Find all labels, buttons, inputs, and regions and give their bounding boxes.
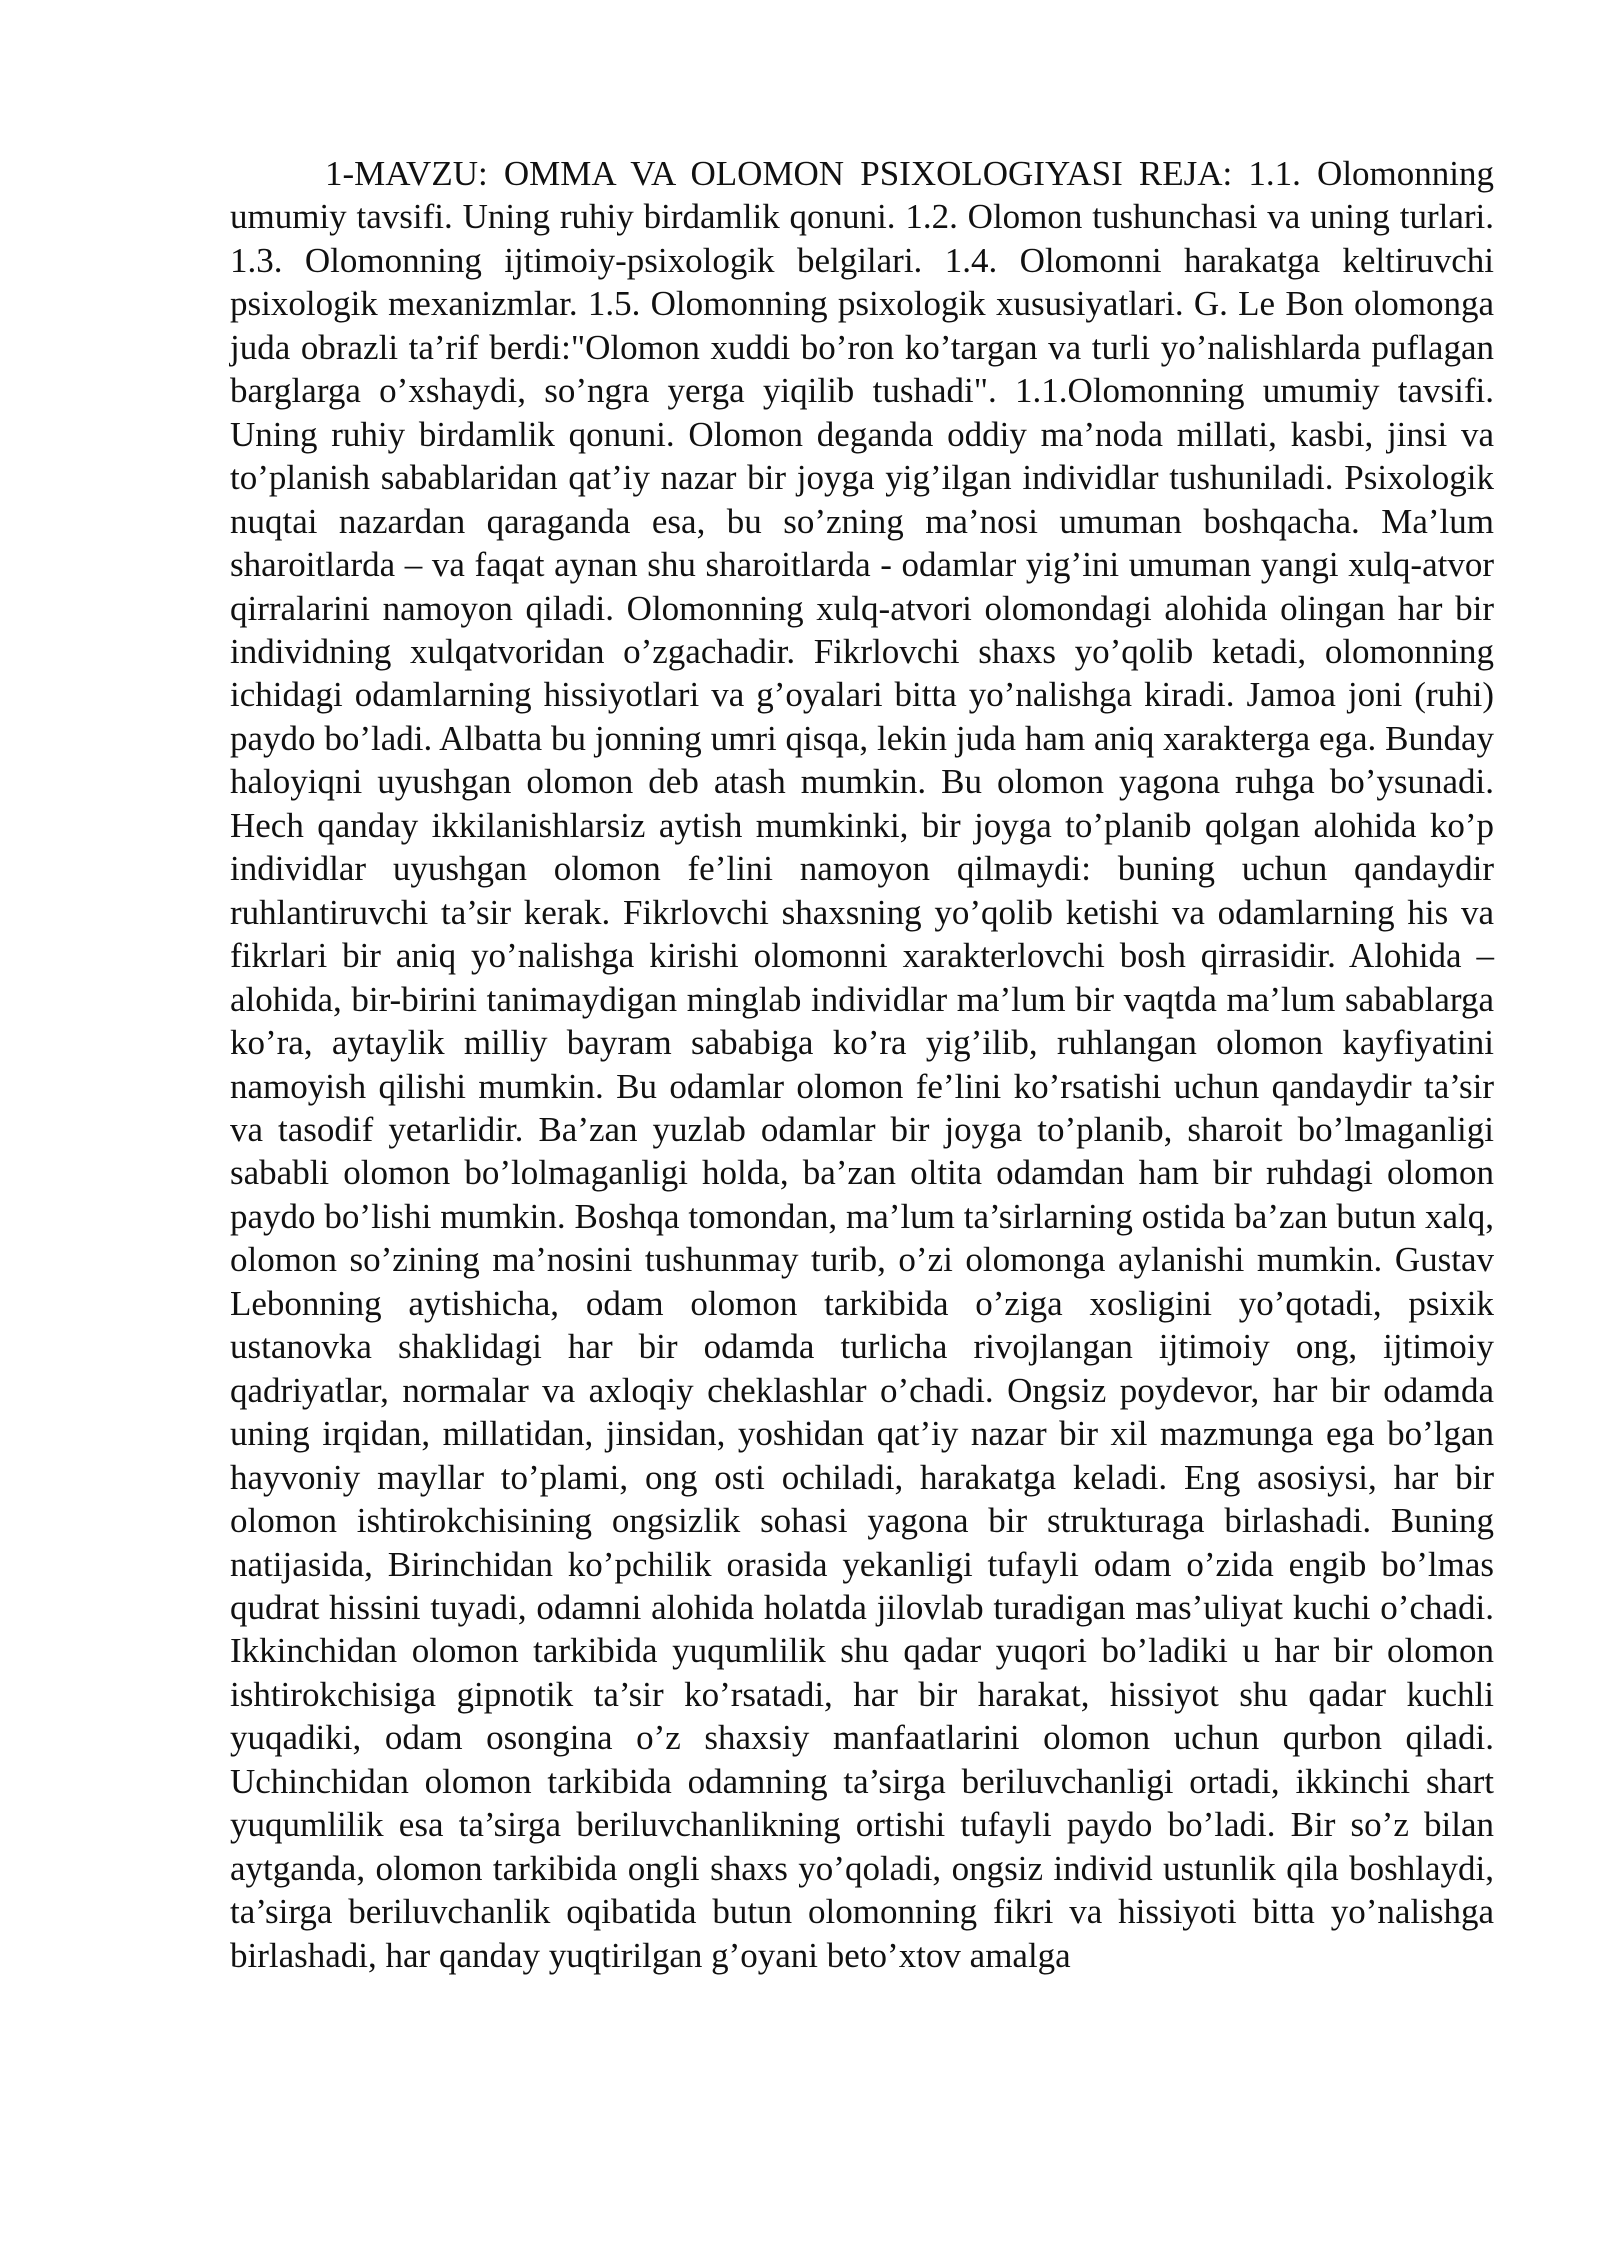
body-paragraph: 1-MAVZU: OMMA VA OLOMON PSIXOLOGIYASI REJA: 1.1. Olomonning umumiy tavsifi. Uning ruhiy birdamlik qonuni. 1.2. Olomon tushunchasi va uning turlari. 1.3. Olomonning ijtimoiy-psixologik belgilari. 1.4. Olomonni harakatga keltiruvchi psixologik mexanizmlar. 1.5. Olomonning psixologik xususiyatlari. G. Le Bon olomonga juda obrazli ta’rif berdi:"Olomon xuddi bo’ron ko’targan va turli yo’nalishlarda puflagan barglarga o’xshaydi, so’ngra yerga yiqilib tushadi". 1.1.Olomonning umumiy tavsifi. Uning ruhiy birdamlik qonuni. Olomon deganda oddiy ma’noda millati, kasbi, jinsi va to’planish sabablaridan qat’iy nazar bir joyga yig’ilgan individlar tushuniladi. Psixologik nuqtai nazardan qaraganda esa, bu so’zning ma’nosi umuman boshqacha. Ma’lum sharoitlarda – va faqat aynan shu sharoitlarda - odamlar yig’ini umuman yangi xulq-atvor qirralarini namoyon qiladi. Olomonning xulq-atvori olomondagi alohida olingan har bir individning xulqatvoridan o’zgachadir. Fikrlovchi shaxs yo’qolib ketadi, olomonning ichidagi odamlarning hissiyotlari va g’oyalari bitta yo’nalishga kiradi. Jamoa joni (ruhi) paydo bo’ladi. Albatta bu jonning umri qisqa, lekin juda ham aniq xarakterga ega. Bunday haloyiqni uyushgan olomon deb atash mumkin. Bu olomon yagona ruhga bo’ysunadi. Hech qanday ikkilanishlarsiz aytish mumkinki, bir joyga to’planib qolgan alohida ko’p individlar uyushgan olomon fe’lini namoyon qilmaydi: buning uchun qandaydir ruhlantiruvchi ta’sir kerak. Fikrlovchi shaxsning yo’qolib ketishi va odamlarning his va fikrlari bir aniq yo’nalishga kirishi olomonni xarakterlovchi bosh qirrasidir. Alohida – alohida, bir-birini tanimaydigan minglab individlar ma’lum bir vaqtda ma’lum sabablarga ko’ra, aytaylik milliy bayram sababiga ko’ra yig’ilib, ruhlangan olomon kayfiyatini namoyish qilishi mumkin. Bu odamlar olomon fe’lini ko’rsatishi uchun qandaydir ta’sir va tasodif yetarlidir. Ba’zan yuzlab odamlar bir joyga to’planib, sharoit bo’lmaganligi sababli olomon bo’lolmaganligi holda, ba’zan oltita odamdan ham bir ruhdagi olomon paydo bo’lishi mumkin. Boshqa tomondan, ma’lum ta’sirlarning ostida ba’zan butun xalq, olomon so’zining ma’nosini tushunmay turib, o’zi olomonga aylanishi mumkin. Gustav Lebonning aytishicha, odam olomon tarkibida o’ziga xosligini yo’qotadi, psixik ustanovka shaklidagi har bir odamda turlicha rivojlangan ijtimoiy ong, ijtimoiy qadriyatlar, normalar va axloqiy cheklashlar o’chadi. Ongsiz poydevor, har bir odamda uning irqidan, millatidan, jinsidan, yoshidan qat’iy nazar bir xil mazmunga ega bo’lgan hayvoniy mayllar to’plami, ong osti ochiladi, harakatga keladi. Eng asosiysi, har bir olomon ishtirokchisining ongsizlik sohasi yagona bir strukturaga birlashadi. Buning natijasida, Birinchidan ko’pchilik orasida yekanligi tufayli odam o’zida engib bo’lmas qudrat hissini tuyadi, odamni alohida holatda jilovlab turadigan mas’uliyat kuchi o’chadi. Ikkinchidan olomon tarkibida yuqumlilik shu qadar yuqori bo’ladiki u har bir olomon ishtirokchisiga gipnotik ta’sir ko’rsatadi, har bir harakat, hissiyot shu qadar kuchli yuqadiki, odam osongina o’z shaxsiy manfaatlarini olomon uchun qurbon qiladi. Uchinchidan olomon tarkibida odamning ta’sirga beriluvchanligi ortadi, ikkinchi shart yuqumlilik esa ta’sirga beriluvchanlikning ortishi tufayli paydo bo’ladi. Bir so’z bilan aytganda, olomon tarkibida ongli shaxs yo’qoladi, ongsiz individ ustunlik qila boshlaydi, ta’sirga beriluvchanlik oqibatida butun olomonning fikri va hissiyoti bitta yo’nalishga birlashadi, har qanday yuqtirilgan g’oyani beto’xtov amalga	[230, 154, 1494, 1975]
